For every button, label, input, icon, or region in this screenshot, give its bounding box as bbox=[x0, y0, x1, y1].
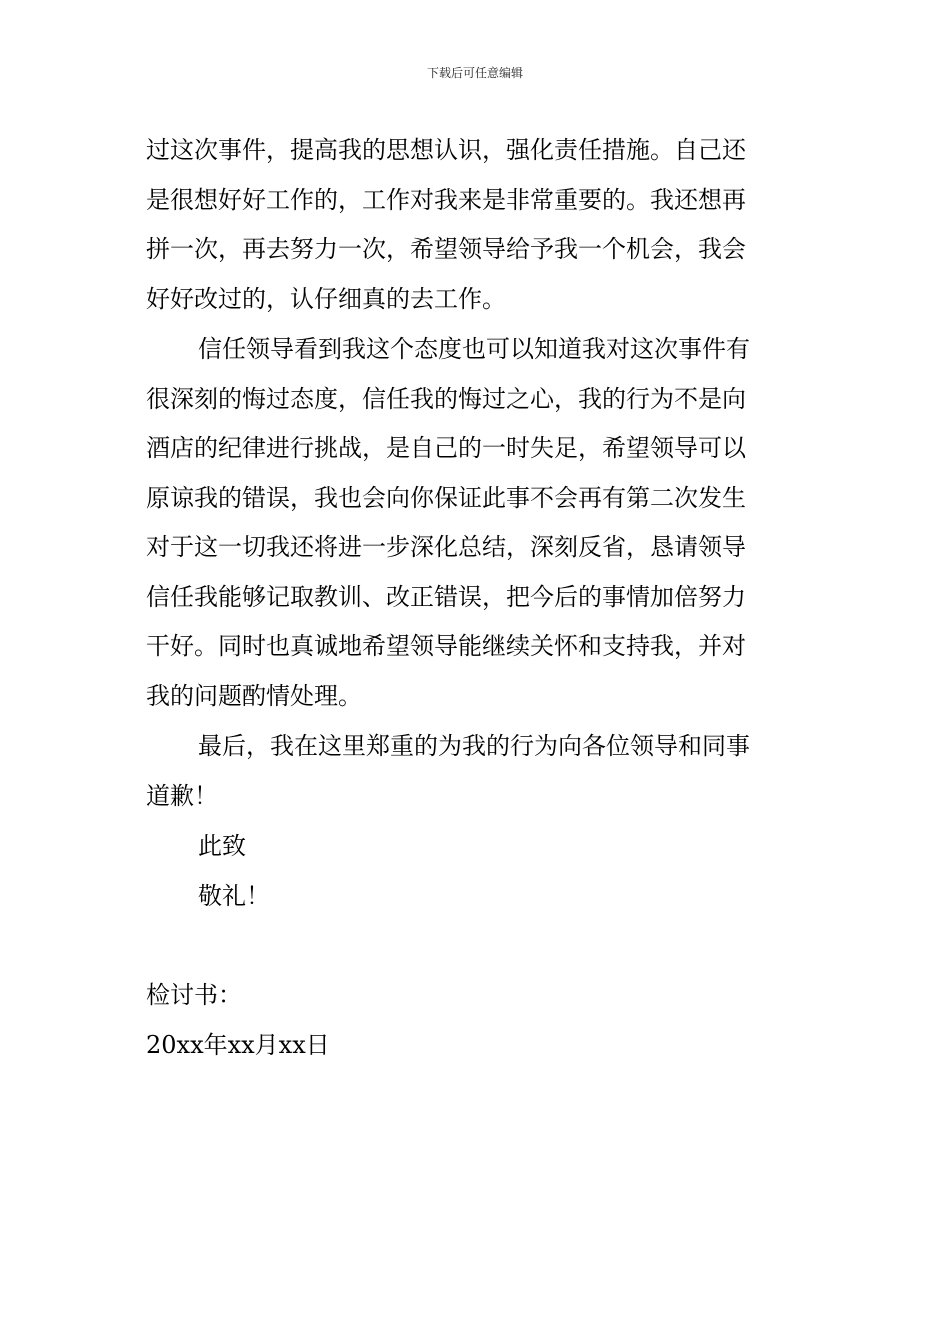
paragraph-line: 拼一次，再去努力一次，希望领导给予我一个机会，我会 bbox=[146, 235, 746, 263]
paragraph-2 bbox=[146, 325, 808, 721]
paragraph-line: 对于这一切我还将进一步深化总结，深刻反省，恳请领导 bbox=[146, 533, 746, 561]
signature-block bbox=[146, 971, 808, 1070]
paragraph-line: 最后，我在这里郑重的为我的行为向各位领导和同事 bbox=[198, 732, 750, 760]
paragraph-line: 原谅我的错误，我也会向你保证此事不会再有第二次发生 bbox=[146, 483, 746, 512]
paragraph-line: 干好。同时也真诚地希望领导能继续关怀和支持我，并对 bbox=[146, 632, 746, 660]
paragraph-line: 好好改过的，认仔细真的去工作。 bbox=[146, 284, 506, 313]
closing bbox=[146, 822, 808, 921]
paragraph-line: 信任领导看到我这个态度也可以知道我对这次事件有 bbox=[198, 335, 750, 363]
paragraph-line: 很深刻的悔过态度，信任我的悔过之心，我的行为不是向 bbox=[146, 384, 746, 413]
paragraph-3 bbox=[146, 722, 808, 821]
paragraph-line: 道歉！ bbox=[146, 781, 218, 810]
signature-date: 20xx年xx月xx日 bbox=[146, 1030, 330, 1059]
header-note: 下载后可任意编辑 bbox=[426, 66, 523, 80]
paragraph-line: 是很想好好工作的，工作对我来是非常重要的。我还想再 bbox=[146, 185, 746, 214]
closing-salutation: 此致 bbox=[198, 832, 246, 860]
paragraph-line: 酒店的纪律进行挑战，是自己的一时失足，希望领导可以 bbox=[146, 434, 746, 462]
signature-label: 检讨书： bbox=[146, 981, 242, 1009]
paragraph-line: 信任我能够记取教训、改正错误，把今后的事情加倍努力 bbox=[146, 582, 746, 611]
paragraph-line: 过这次事件，提高我的思想认识，强化责任措施。自己还 bbox=[146, 136, 746, 164]
closing-regards: 敬礼！ bbox=[198, 881, 270, 910]
paragraph-1 bbox=[146, 126, 808, 324]
paragraph-line: 我的问题酌情处理。 bbox=[146, 681, 362, 710]
